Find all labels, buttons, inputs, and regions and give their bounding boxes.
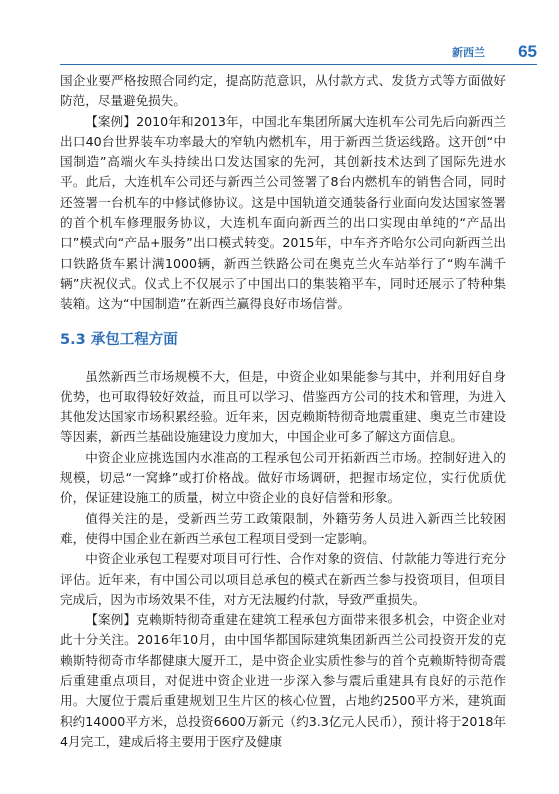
paragraph-company-selection: 中资企业应挑选国内水准高的工程承包公司开拓新西兰市场。控制好进入的规模，切忌“一窝蜂”或打价格战。做好市场调研，把握市场定位，实行优质优价，保证建设施工的质量，树立中资企业的良好信誉和形象。 (60, 449, 506, 506)
page-body (60, 71, 506, 752)
section-title: 5.3 承包工程方面 (60, 331, 178, 348)
paragraph-case-christchurch: 【案例】克赖斯特彻奇重建在建筑工程承包方面带来很多机会，中资企业对此十分关注。2016年10月，由中国华都国际建筑集团新西兰公司投资开发的克赖斯特彻奇市华都健康大厦开工，是中资企业实质性参与的首个克赖斯特彻奇震后重建重点项目，对促进中资企业进一步深入参与震后重建具有良好的示范作用。大厦位于震后重建规划卫生片区的核心位置，占地约2500平方米，建筑面积约14000平方米，总投资6600万新元（约3.3亿元人民币），预计将于2018年4月完工，建成后将主要用于医疗及健康 (60, 612, 506, 749)
paragraph-risk-assessment: 中资企业承包工程要对项目可行性、合作对象的资信、付款能力等进行充分评估。近年来，有中国公司以项目总承包的模式在新西兰参与投资项目，但项目完成后，因为市场效果不佳，对方无法履约付款，导致严重损失。 (60, 551, 506, 607)
paragraph-labor-policy: 值得关注的是，受新西兰劳工政策限制，外籍劳务人员进入新西兰比较困难，使得中国企业在新西兰承包工程项目受到一定影响。 (60, 510, 506, 546)
page-number: 65 (518, 42, 537, 61)
paragraph-market-overview: 虽然新西兰市场规模不大，但是，中资企业如果能参与其中，并利用好自身优势，也可取得较好效益，而且可以学习、借鉴西方公司的技术和管理，为进入其他发达国家市场积累经验。近年来，因克赖斯特彻奇地震重建、奥克兰市建设等因素，新西兰基础设施建设力度加大，中国企业可多了解这方面信息。 (60, 368, 506, 445)
running-header-section: 新西兰 (452, 46, 485, 59)
header-divider (60, 64, 537, 65)
paragraph-case-locomotive: 【案例】2010年和2013年，中国北车集团所属大连机车公司先后向新西兰出口40台世界装车功率最大的窄轨内燃机车，用于新西兰货运线路。这开创“中国制造”高端火车头持续出口发达国家的先河，其创新技术达到了国际先进水平。此后，大连机车公司还与新西兰公司签署了8台内燃机车的销售合同，同时还签署一台机车的中修试修协议。这是中国轨道交通装备行业面向发达国家签署的首个机车修理服务协议，大连机车面向新西兰的出口实现由单纯的“产品出口”模式向“产品+服务”出口模式转变。2015年，中车齐齐哈尔公司向新西兰出口铁路货车累计满1000辆，新西兰铁路公司在奥克兰火车站举行了“购车满千辆”庆祝仪式。仪式上不仅展示了中国出口的集装箱平车，同时还展示了特种集装箱。这为“中国制造”在新西兰赢得良好市场信誉。 (60, 113, 506, 312)
paragraph-continued: 国企业要严格按照合同约定，提高防范意识，从付款方式、发货方式等方面做好防范，尽量避免损失。 (60, 73, 506, 109)
